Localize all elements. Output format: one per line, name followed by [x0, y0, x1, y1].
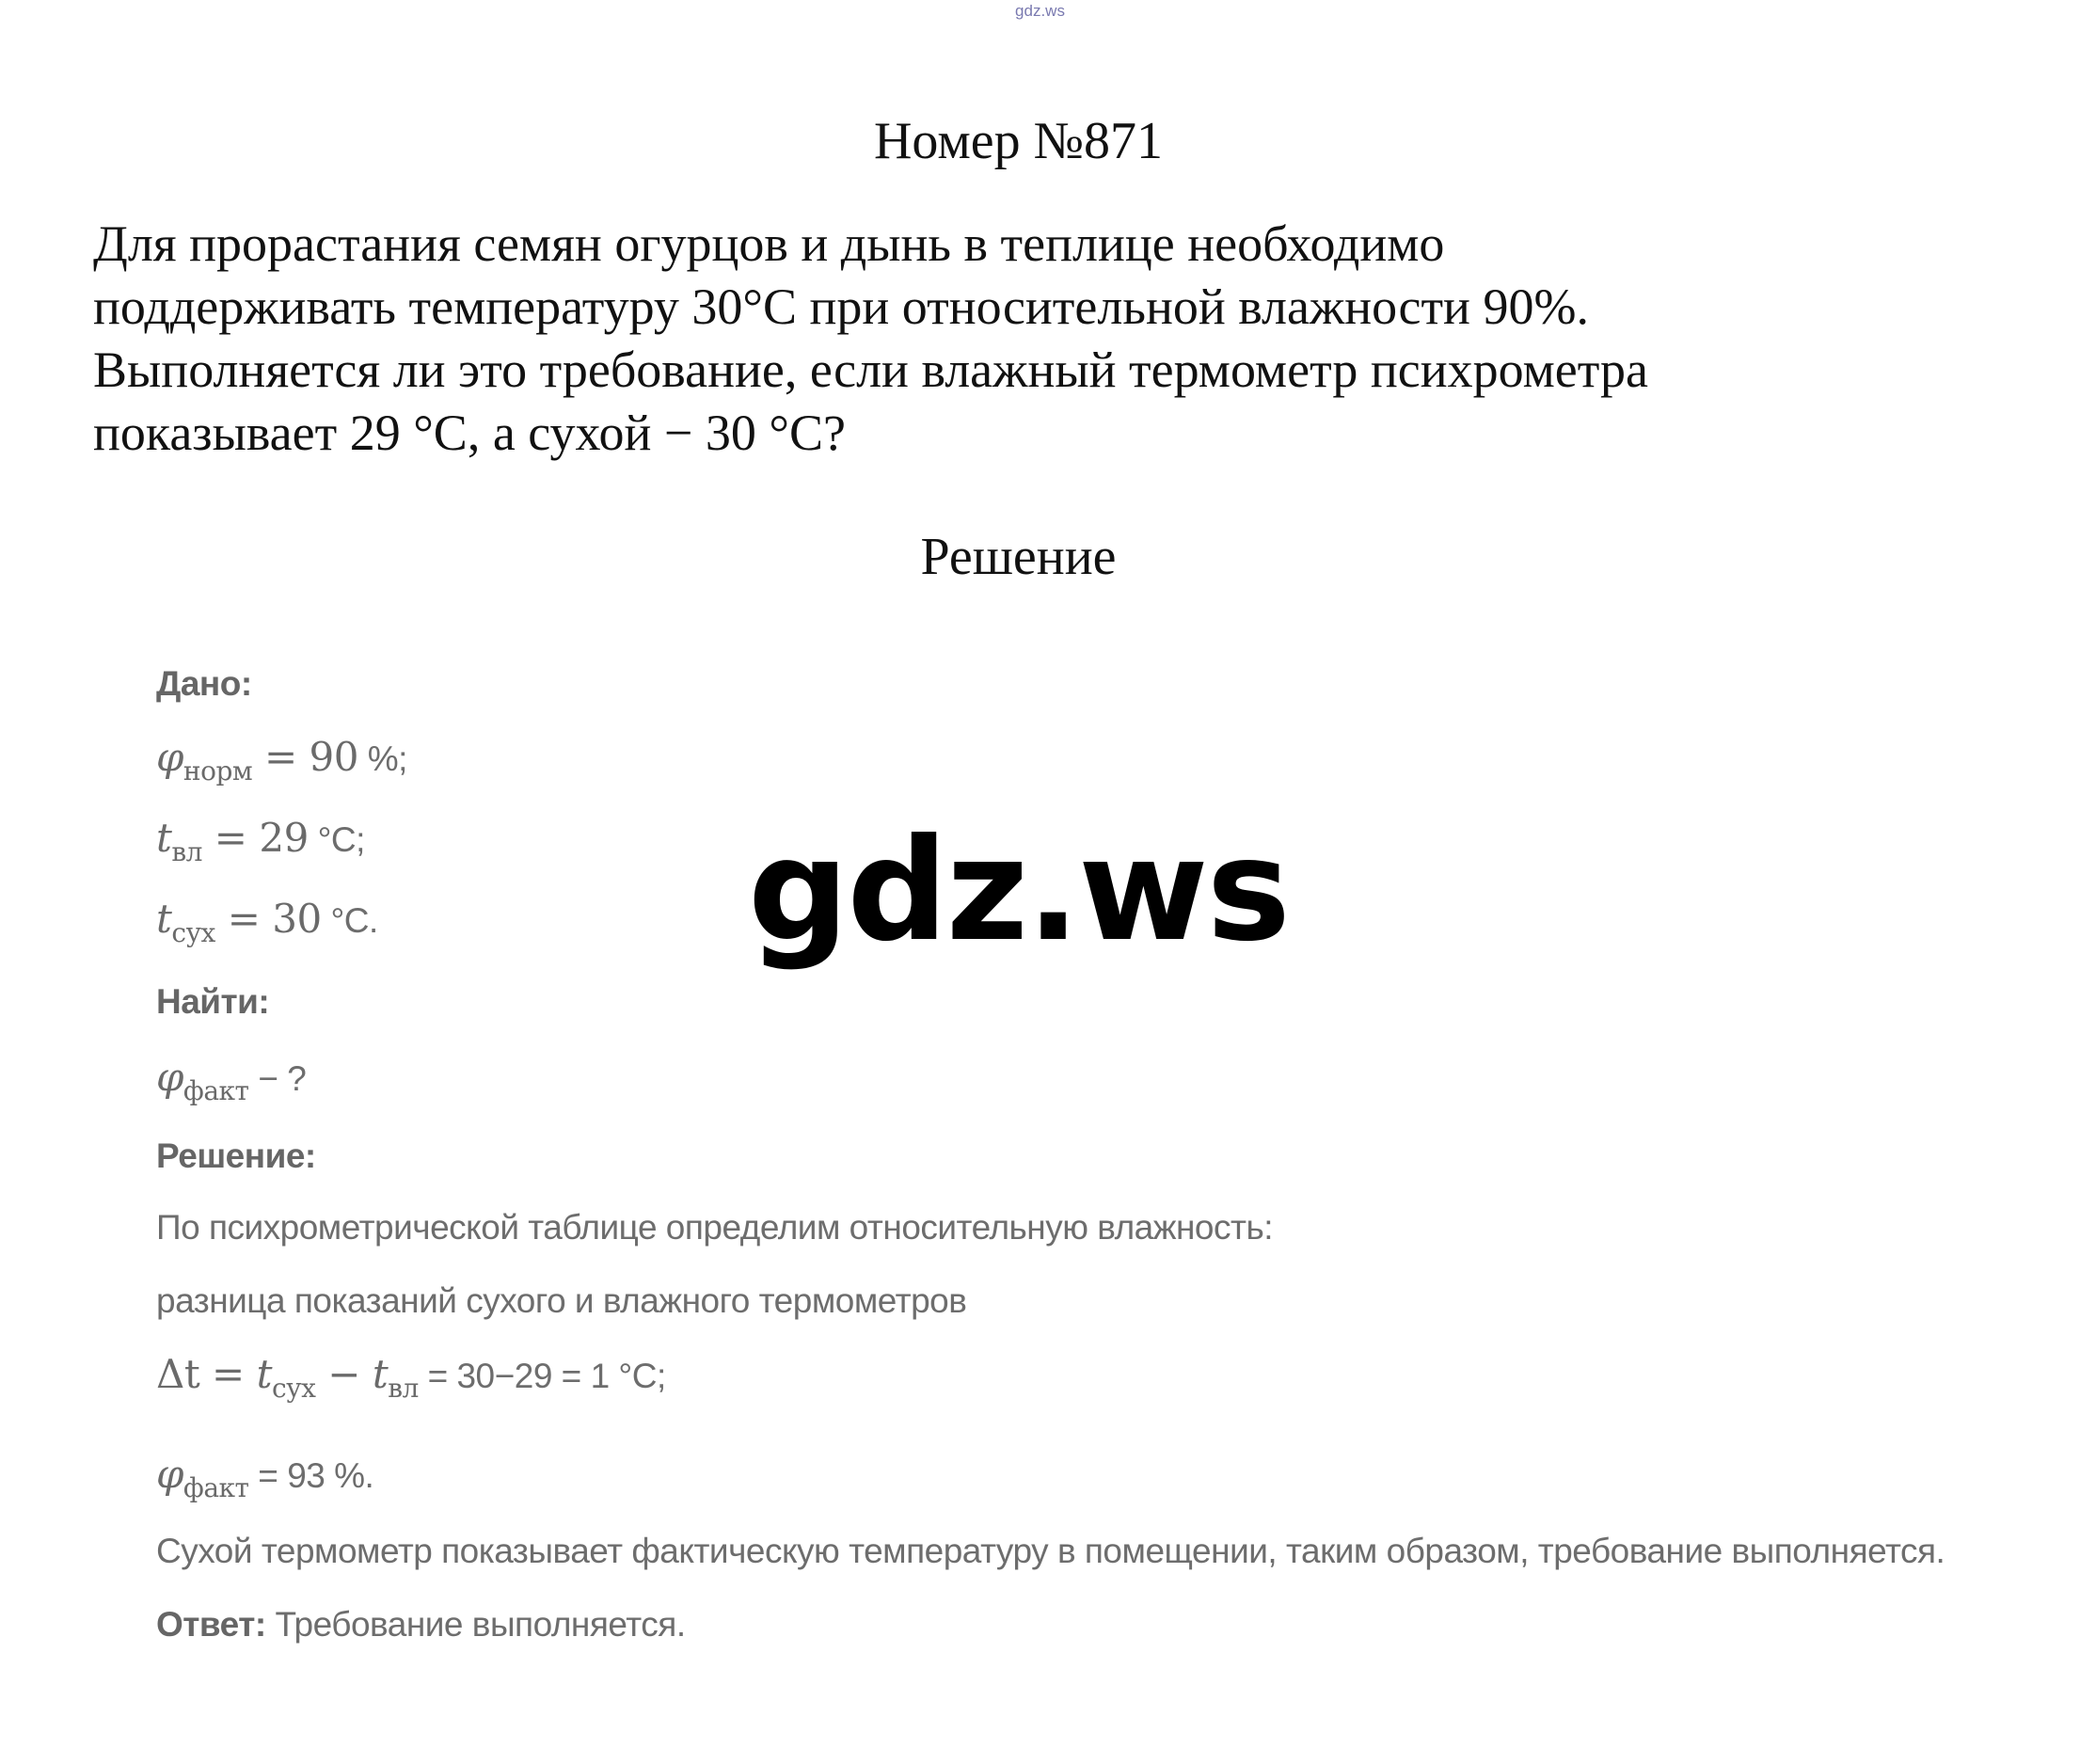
given-label: Дано: — [156, 664, 252, 703]
given-phi-norm: $\varphi_{норм} = 90$ %; — [156, 734, 407, 787]
problem-line: Для прорастания семян огурцов и дынь в теплице необходимо — [93, 215, 1445, 272]
top-watermark: gdz.ws — [1015, 2, 1065, 20]
solution-text-2: разница показаний сухого и влажного термометров — [156, 1281, 967, 1320]
delta-t-formula: $\Delta t = t_{сух} - t_{вл} = 30-29 = 1$ °С; — [156, 1351, 666, 1404]
center-watermark: gdz.ws — [748, 809, 1289, 973]
problem-statement — [93, 213, 2031, 465]
answer: Ответ: Требование выполняется. — [156, 1605, 686, 1644]
solution-text-1: По психрометрической таблице определим относительную влажность: — [156, 1208, 1274, 1247]
problem-line: поддерживать температуру 30°С при относительной влажности 90%. — [93, 278, 1589, 335]
solution-text-3: Сухой термометр показывает фактическую температуру в помещении, таким образом, требование выполняется. — [156, 1532, 1945, 1570]
find-phi-fact: $\varphi_{факт}$ − ? — [156, 1054, 307, 1106]
given-t-dry: $t_{сух} = 30$ °С. — [156, 896, 378, 948]
problem-line: показывает 29 °С, а сухой − 30 °С? — [93, 405, 846, 461]
given-t-wet: $t_{вл} = 29$ °С; — [156, 815, 365, 867]
phi-fact-result: $\varphi_{факт} = 93$ %. — [156, 1451, 374, 1503]
page-title: Номер №871 — [873, 112, 1164, 170]
find-label: Найти: — [156, 982, 270, 1021]
solution-heading: Решение — [920, 528, 1117, 586]
problem-line: Выполняется ли это требование, если влажный термометр психрометра — [93, 342, 1648, 398]
solution-label: Решение: — [156, 1136, 316, 1175]
